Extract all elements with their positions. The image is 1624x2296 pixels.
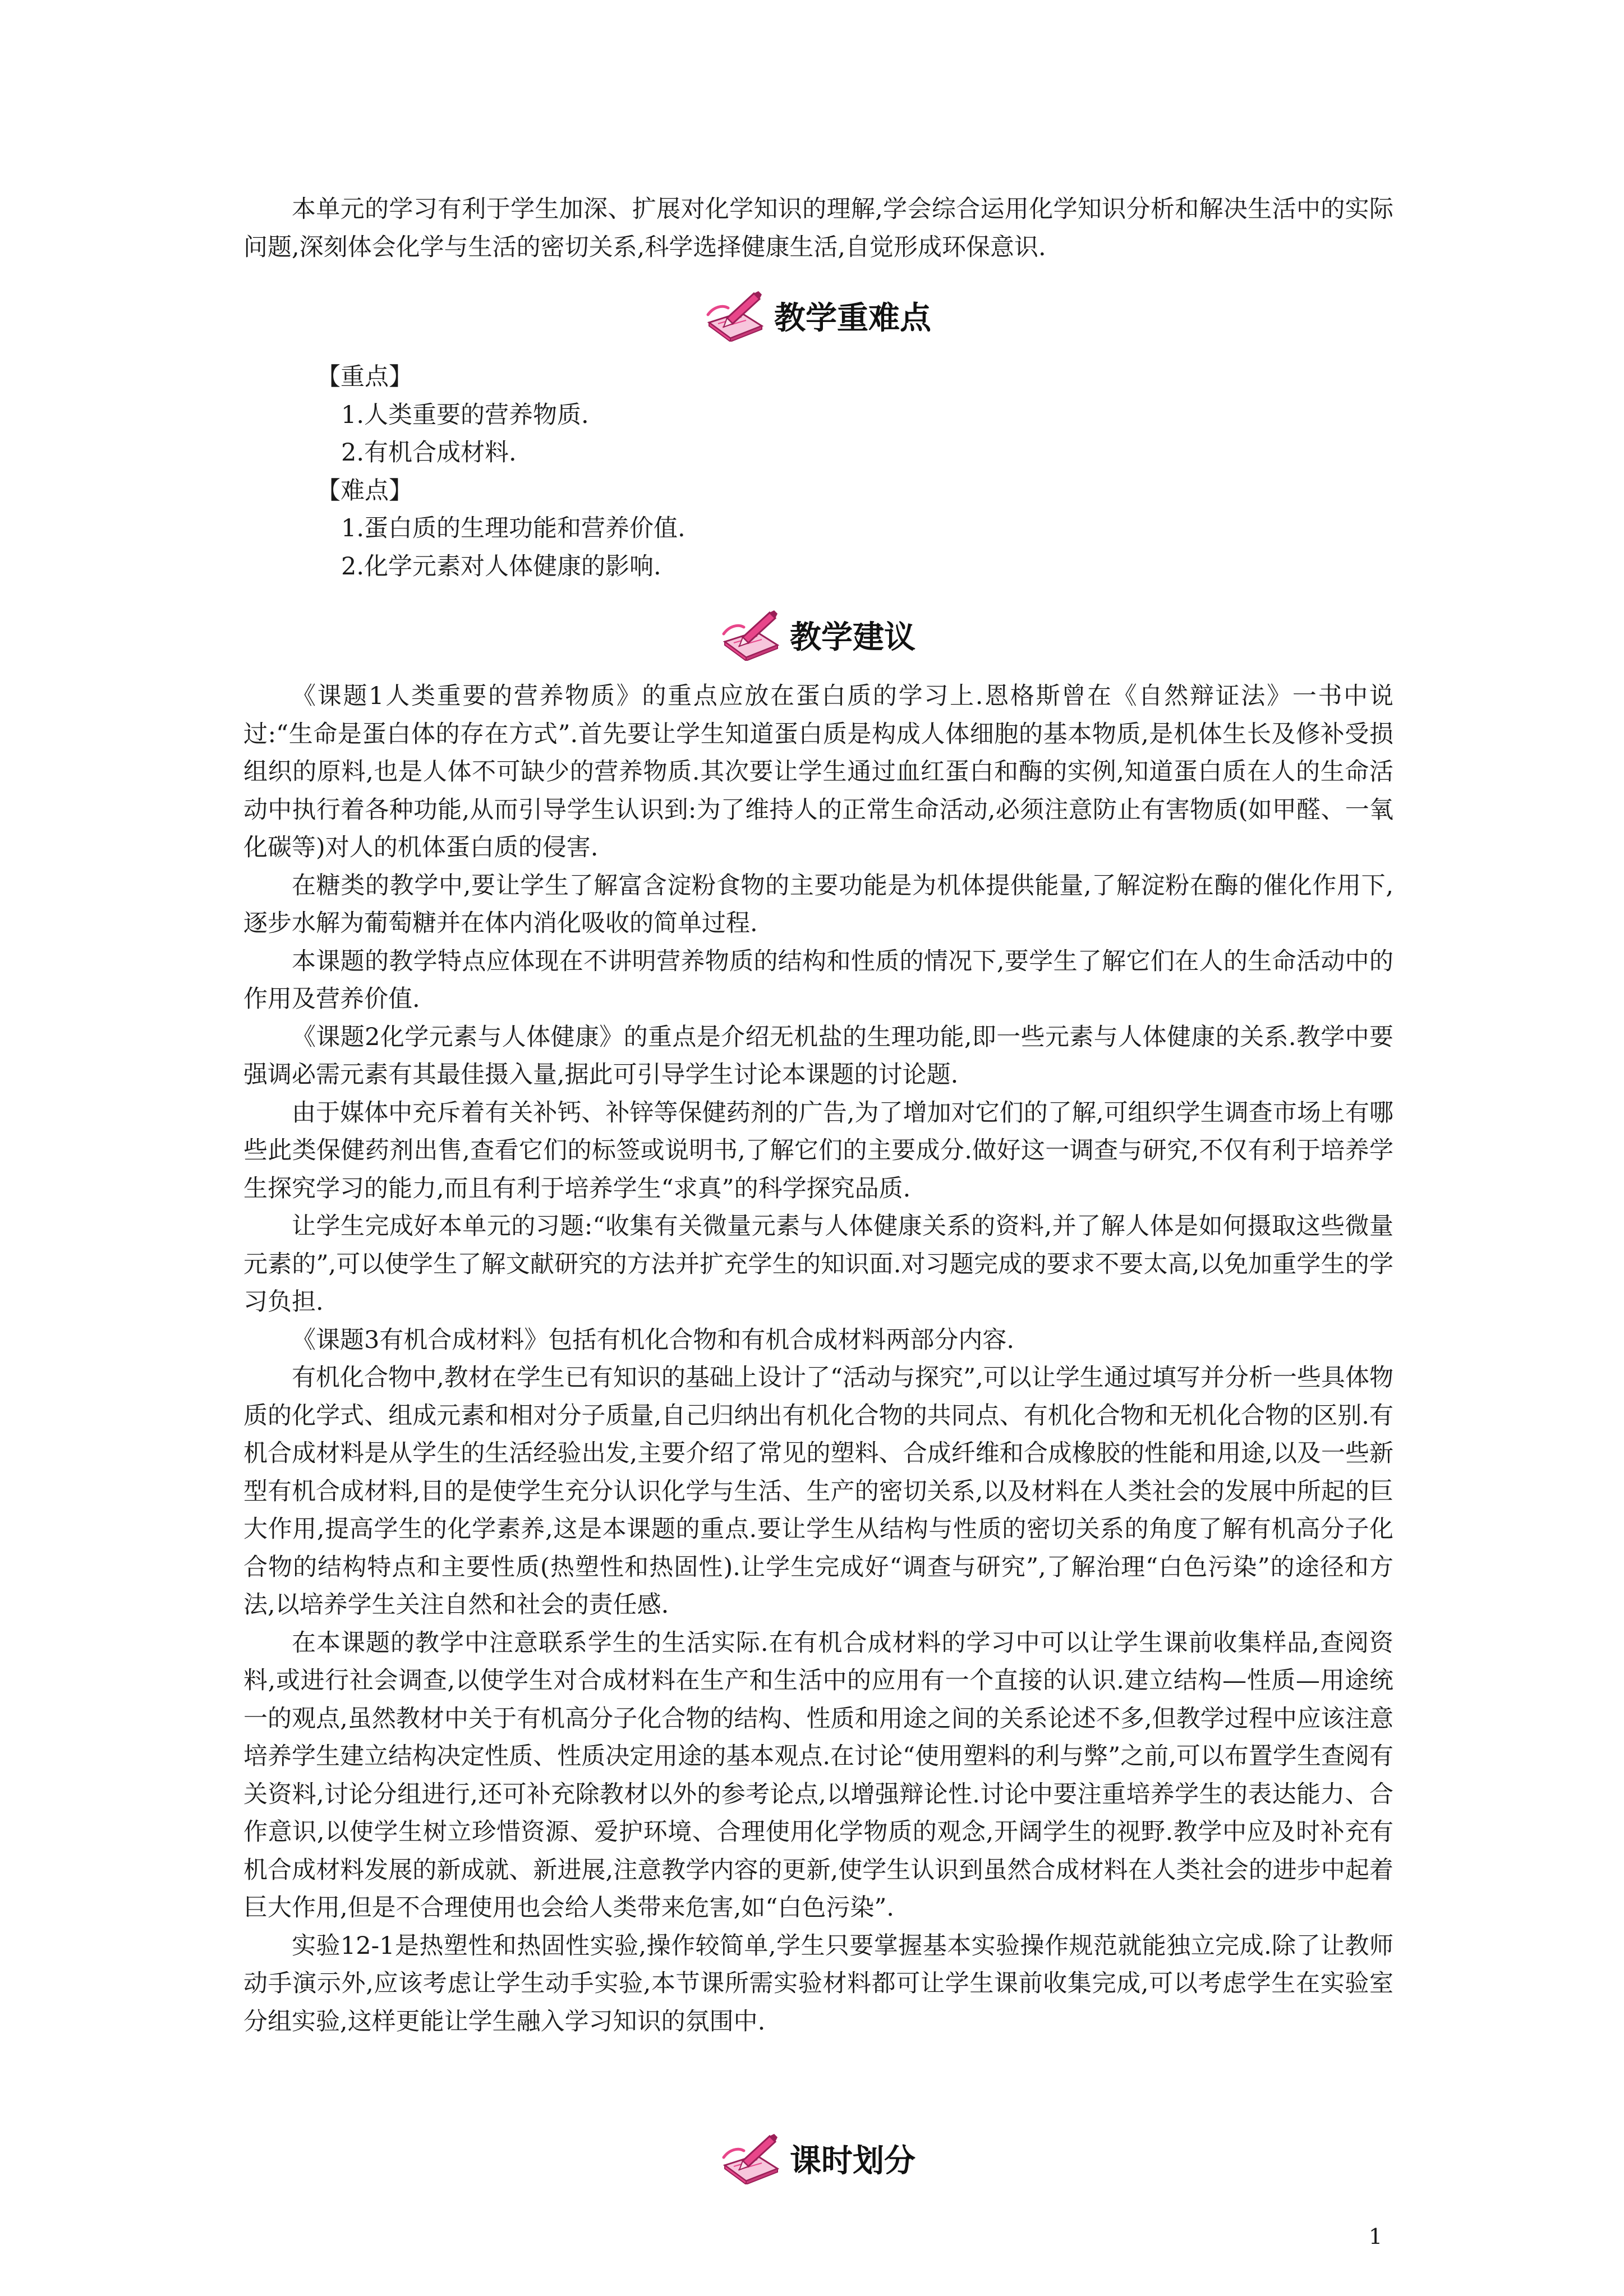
body-paragraph: 《课题1人类重要的营养物质》的重点应放在蛋白质的学习上.恩格斯曾在《自然辩证法》一书中说过:“生命是蛋白体的存在方式”.首先要让学生知道蛋白质是构成人体细胞的基本物质,是机体生长及修补受损组织的原料,也是人体不可缺少的营养物质.其次要让学生通过血红蛋白和酶的实例,知道蛋白质在人的生命活动中执行着各种功能,从而引导学生认识到:为了维持人的正常生命活动,必须注意防止有害物质(如甲醛、一氧化碳等)对人的机体蛋白质的侵害. bbox=[243, 682, 1393, 862]
body-paragraph: 让学生完成好本单元的习题:“收集有关微量元素与人体健康关系的资料,并了解人体是如何摄取这些微量元素的”,可以使学生了解文献研究的方法并扩充学生的知识面.对习题完成的要求不要太高,以免加重学生的学习负担. bbox=[243, 1212, 1393, 1316]
pencil-notebook-icon bbox=[721, 2133, 780, 2184]
section-title: 课时划分 bbox=[790, 2143, 915, 2179]
key-points-list bbox=[316, 358, 1393, 586]
intro-paragraph: 本单元的学习有利于学生加深、扩展对化学知识的理解,学会综合运用化学知识分析和解决生活中的实际问题,深刻体会化学与生活的密切关系,科学选择健康生活,自觉形成环保意识. bbox=[243, 195, 1393, 261]
document-body bbox=[243, 191, 1393, 2201]
pencil-notebook-icon bbox=[706, 290, 764, 342]
section-heading-schedule bbox=[243, 2125, 1393, 2192]
body-paragraph: 实验12-1是热塑性和热固性实验,操作较简单,学生只要掌握基本实验操作规范就能独立完成.除了让教师动手演示外,应该考虑让学生动手实验,本节课所需实验材料都可让学生课前收集完成,可以考虑学生在实验室分组实验,这样更能让学生融入学习知识的氛围中. bbox=[243, 1931, 1393, 2036]
pencil-notebook-icon bbox=[721, 609, 780, 661]
focus-item: 1.人类重要的营养物质. bbox=[341, 401, 589, 429]
difficulty-item: 2.化学元素对人体健康的影响. bbox=[341, 552, 661, 581]
body-paragraph: 在糖类的教学中,要让学生了解富含淀粉食物的主要功能是为机体提供能量,了解淀粉在酶的催化作用下,逐步水解为葡萄糖并在体内消化吸收的简单过程. bbox=[243, 871, 1393, 937]
page-number: 1 bbox=[1369, 2224, 1383, 2249]
focus-item: 2.有机合成材料. bbox=[341, 439, 517, 467]
body-paragraph: 《课题2化学元素与人体健康》的重点是介绍无机盐的生理功能,即一些元素与人体健康的关系.教学中要强调必需元素有其最佳摄入量,据此可引导学生讨论本课题的讨论题. bbox=[243, 1023, 1393, 1089]
body-paragraph: 有机化合物中,教材在学生已有知识的基础上设计了“活动与探究”,可以让学生通过填写并分析一些具体物质的化学式、组成元素和相对分子质量,自己归纳出有机化合物的共同点、有机化合物和无机化合物的区别.有机合成材料是从学生的生活经验出发,主要介绍了常见的塑料、合成纤维和合成橡胶的性能和用途,以及一些新型有机合成材料,目的是使学生充分认识化学与生活、生产的密切关系,以及材料在人类社会的发展中所起的巨大作用,提高学生的化学素养,这是本课题的重点.要让学生从结构与性质的密切关系的角度了解有机高分子化合物的结构特点和主要性质(热塑性和热固性).让学生完成好“调查与研究”,了解治理“白色污染”的途径和方法,以培养学生关注自然和社会的责任感. bbox=[243, 1364, 1393, 1619]
section-heading-suggestions bbox=[243, 601, 1393, 669]
body-paragraph: 由于媒体中充斥着有关补钙、补锌等保健药剂的广告,为了增加对它们的了解,可组织学生调查市场上有哪些此类保健药剂出售,查看它们的标签或说明书,了解它们的主要成分.做好这一调查与研究,不仅有利于培养学生探究学习的能力,而且有利于培养学生“求真”的科学探究品质. bbox=[243, 1098, 1393, 1203]
body-paragraph: 《课题3有机合成材料》包括有机化合物和有机合成材料两部分内容. bbox=[292, 1326, 1015, 1354]
difficulty-item: 1.蛋白质的生理功能和营养价值. bbox=[341, 514, 686, 542]
suggestions-body bbox=[243, 678, 1393, 2041]
body-paragraph: 本课题的教学特点应体现在不讲明营养物质的结构和性质的情况下,要学生了解它们在人的生命活动中的作用及营养价值. bbox=[243, 947, 1393, 1013]
section-title: 教学重难点 bbox=[774, 300, 931, 337]
difficulty-label: 【难点】 bbox=[316, 476, 413, 505]
section-title: 教学建议 bbox=[790, 619, 915, 656]
section-heading-key-points bbox=[243, 282, 1393, 349]
focus-label: 【重点】 bbox=[316, 363, 413, 391]
body-paragraph: 在本课题的教学中注意联系学生的生活实际.在有机合成材料的学习中可以让学生课前收集样品,查阅资料,或进行社会调查,以使学生对合成材料在生产和生活中的应用有一个直接的认识.建立结构—性质—用途统一的观点,虽然教材中关于有机高分子化合物的结构、性质和用途之间的关系论述不多,但教学过程中应该注意培养学生建立结构决定性质、性质决定用途的基本观点.在讨论“使用塑料的利与弊”之前,可以布置学生查阅有关资料,讨论分组进行,还可补充除教材以外的参考论点,以增强辩论性.讨论中要注重培养学生的表达能力、合作意识,以使学生树立珍惜资源、爱护环境、合理使用化学物质的观念,开阔学生的视野.教学中应及时补充有机合成材料发展的新成就、新进展,注意教学内容的更新,使学生认识到虽然合成材料在人类社会的进步中起着巨大作用,但是不合理使用也会给人类带来危害,如“白色污染”. bbox=[243, 1628, 1393, 1922]
